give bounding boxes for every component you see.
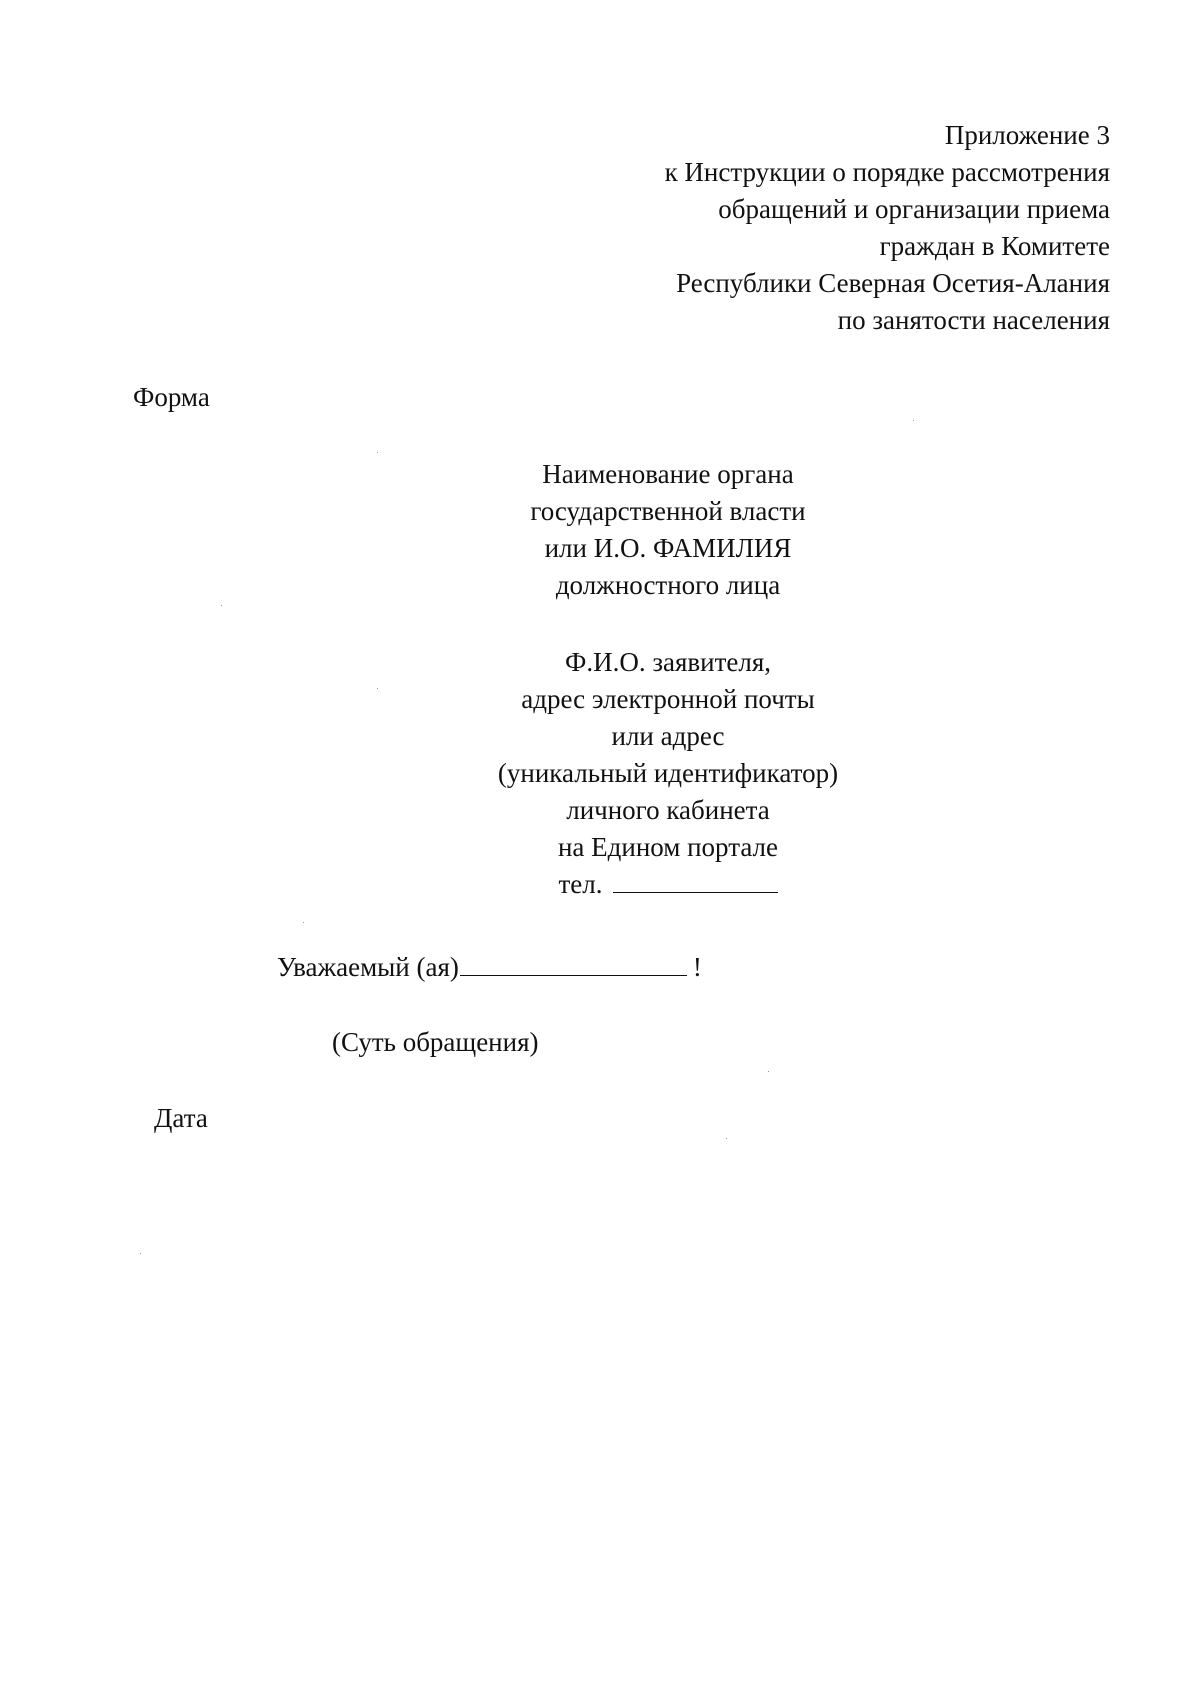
appendix-header-line: Республики Северная Осетия-Алания bbox=[676, 268, 1110, 298]
applicant-line: личного кабинета bbox=[566, 795, 770, 825]
appendix-header-line: Приложение 3 bbox=[944, 120, 1110, 150]
form-label: Форма bbox=[133, 382, 210, 412]
scan-speck bbox=[377, 688, 378, 689]
appendix-header-line: по занятости населения bbox=[837, 305, 1110, 335]
appendix-header bbox=[470, 117, 1110, 339]
addressee-line: или И.О. ФАМИЛИЯ bbox=[544, 533, 792, 563]
salutation-name-blank bbox=[460, 951, 687, 976]
applicant-line: (уникальный идентификатор) bbox=[497, 758, 839, 788]
addressee-line: государственной власти bbox=[530, 496, 806, 526]
applicant-block bbox=[458, 644, 878, 903]
salutation-suffix: ! bbox=[692, 952, 702, 982]
applicant-line: адрес электронной почты bbox=[521, 684, 815, 714]
addressee-block bbox=[458, 456, 878, 604]
salutation-line bbox=[277, 949, 702, 986]
scan-speck bbox=[768, 1071, 769, 1072]
date-label: Дата bbox=[154, 1103, 208, 1133]
appendix-header-line: обращений и организации приема bbox=[718, 194, 1110, 224]
appendix-header-line: к Инструкции о порядке рассмотрения bbox=[664, 157, 1110, 187]
addressee-line: Наименование органа bbox=[542, 459, 794, 489]
scan-speck bbox=[303, 922, 304, 923]
applicant-line: Ф.И.О. заявителя, bbox=[564, 647, 772, 677]
salutation-prefix: Уважаемый (ая) bbox=[277, 952, 459, 982]
scan-speck bbox=[377, 452, 378, 453]
request-essence: (Суть обращения) bbox=[332, 1027, 539, 1057]
applicant-line: на Едином портале bbox=[557, 832, 779, 862]
phone-blank-field bbox=[613, 868, 778, 893]
appendix-header-line: граждан в Комитете bbox=[879, 231, 1110, 261]
applicant-line: или адрес bbox=[611, 721, 725, 751]
addressee-line: должностного лица bbox=[555, 570, 781, 600]
scan-speck bbox=[221, 605, 222, 606]
scan-speck bbox=[913, 420, 914, 421]
scan-speck bbox=[140, 1253, 141, 1254]
phone-label: тел. bbox=[558, 869, 603, 899]
scan-speck bbox=[726, 1138, 727, 1139]
phone-row bbox=[458, 866, 878, 903]
